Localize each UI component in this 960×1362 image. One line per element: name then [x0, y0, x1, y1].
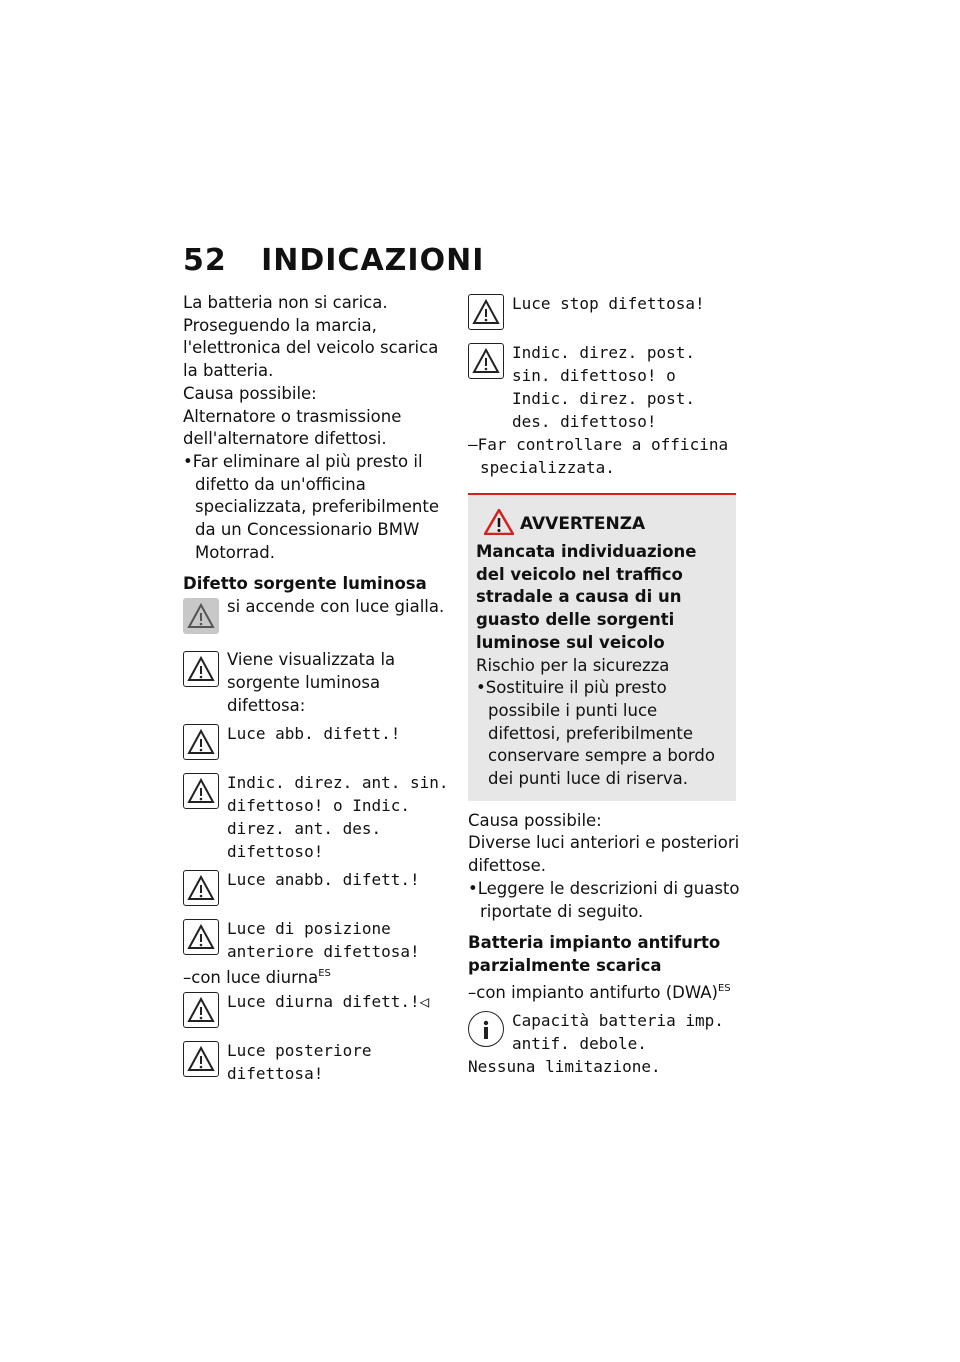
conditional-sup: ES	[717, 982, 731, 994]
warning-triangle-icon	[183, 773, 219, 809]
item-text: Indic. direz. ant. sin. difettoso! o Indic. direz. ant. des. difettoso!	[227, 773, 449, 862]
item-text: Indic. direz. post. sin. difettoso! o Indic. direz. post. des. difettoso!	[512, 343, 696, 431]
warning-action-text: Sostituire il più presto possibile i punti luce difettosi, preferibilmente conservare sempre a bordo dei punti luce di riserva.	[485, 678, 715, 789]
cause-text: Diverse luci anteriori e posteriori difettose.	[468, 833, 740, 876]
warning-triangle-icon	[183, 651, 219, 687]
indicator-item	[468, 292, 740, 336]
item-text: si accende con luce gialla.	[227, 597, 445, 617]
instruction-text: Far controllare a officina specializzata.	[477, 435, 729, 477]
item-text: Viene visualizzata la sorgente luminosa difettosa:	[227, 650, 396, 715]
conditional-sup: ES	[318, 968, 331, 980]
indicator-item	[183, 596, 451, 640]
indicator-item	[183, 649, 451, 717]
cause-action-text: Leggere le descrizioni di guasto riportate di seguito.	[477, 878, 740, 921]
warning-triangle-icon	[183, 992, 219, 1028]
warning-triangle-icon	[183, 1041, 219, 1077]
indicator-item	[468, 1009, 740, 1055]
indicator-item	[183, 868, 451, 912]
cause-label: Causa possibile:	[183, 383, 317, 403]
section-heading: Batteria impianto antifurto parzialmente scarica	[468, 933, 721, 975]
cause-text: Alternatore o trasmissione dell'alternatore difettosi.	[183, 406, 402, 449]
conditional-text: con impianto antifurto (DWA)	[476, 982, 718, 1002]
conditional-line: –con luce diurna$^{ES}$	[183, 968, 331, 988]
item-text: Luce posteriore difettosa!	[227, 1040, 372, 1083]
intro-paragraph: La batteria non si carica. Proseguendo la marcia, l'elettronica del veicolo scarica la batteria.	[183, 293, 439, 381]
warning-triangle-icon	[183, 598, 219, 634]
item-text: Luce di posizione anteriore difettosa!	[227, 919, 420, 962]
indicator-item	[183, 722, 451, 766]
info-icon	[468, 1011, 504, 1047]
item-text: Luce diurna difett.!◁	[227, 991, 430, 1011]
instruction-line: –Far controllare a officina specializzata.	[468, 435, 729, 477]
warning-heading: Mancata individuazione del veicolo nel traffico stradale a causa di un guasto delle sorgenti luminose sul veicolo	[476, 542, 697, 652]
action-bullet: •Far eliminare al più presto il difetto da un'officina specializzata, preferibilmente da un Concessionario BMW Motorrad.	[183, 451, 439, 562]
indicator-item	[468, 341, 740, 433]
action-text: Far eliminare al più presto il difetto da un'officina specializzata, preferibilmente da un Concessionario BMW Motorrad.	[192, 451, 439, 562]
item-text: Capacità batteria imp. antif. debole.	[512, 1011, 724, 1054]
conditional-line: –con impianto antifurto (DWA)$^{ES}$	[468, 982, 731, 1002]
item-text: Luce anabb. difett.!	[227, 870, 420, 890]
item-text: Luce stop difettosa!	[512, 294, 705, 313]
warning-triangle-icon	[183, 919, 219, 955]
warning-triangle-icon	[183, 870, 219, 906]
info-after: Nessuna limitazione.	[468, 1057, 661, 1077]
page-number: 52	[183, 243, 227, 278]
conditional-text: con luce diurna	[191, 968, 319, 988]
warning-box	[468, 493, 736, 801]
right-column	[468, 292, 740, 1078]
page-title: INDICAZIONI	[261, 243, 485, 278]
cause-label: Causa possibile:	[468, 810, 602, 830]
warning-triangle-icon	[468, 294, 504, 330]
warning-triangle-icon	[183, 724, 219, 760]
warning-triangle-icon	[468, 343, 504, 379]
left-column	[183, 292, 451, 1085]
section-heading: Difetto sorgente luminosa	[183, 574, 427, 594]
indicator-item	[183, 990, 451, 1034]
warning-action: •Sostituire il più presto possibile i punti luce difettosi, preferibilmente conservare sempre a bordo dei punti luce di riserva.	[476, 678, 715, 789]
warning-label: AVVERTENZA	[520, 514, 646, 534]
warning-header	[476, 507, 726, 541]
indicator-item	[183, 917, 451, 963]
indicator-item	[183, 1039, 451, 1085]
indicator-item	[183, 771, 451, 863]
cause-action: •Leggere le descrizioni di guasto riportate di seguito.	[468, 878, 740, 921]
warning-risk: Rischio per la sicurezza	[476, 655, 670, 675]
item-text: Luce abb. difett.!	[227, 724, 401, 744]
page-header	[183, 243, 484, 278]
